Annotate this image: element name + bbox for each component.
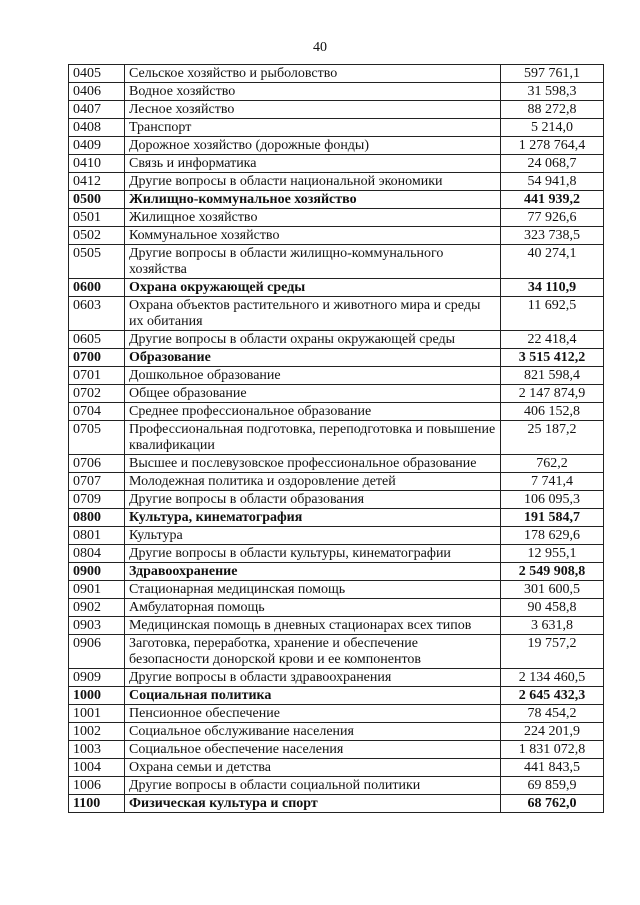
table-row [69, 65, 604, 83]
row-code: 0706 [69, 455, 125, 473]
row-name: Молодежная политика и оздоровление детей [125, 473, 501, 491]
row-code: 0407 [69, 101, 125, 119]
row-name: Другие вопросы в области образования [125, 491, 501, 509]
row-code: 0701 [69, 367, 125, 385]
budget-table [68, 64, 604, 813]
row-amount: 11 692,5 [501, 297, 604, 331]
table-row [69, 421, 604, 455]
table-row [69, 297, 604, 331]
row-code: 1004 [69, 759, 125, 777]
row-code: 0603 [69, 297, 125, 331]
row-code: 0700 [69, 349, 125, 367]
row-amount: 54 941,8 [501, 173, 604, 191]
row-code: 0900 [69, 563, 125, 581]
row-name: Другие вопросы в области охраны окружающей среды [125, 331, 501, 349]
row-name: Другие вопросы в области национальной экономики [125, 173, 501, 191]
row-code: 0501 [69, 209, 125, 227]
row-amount: 19 757,2 [501, 635, 604, 669]
budget-table-body [69, 65, 604, 813]
row-name: Лесное хозяйство [125, 101, 501, 119]
table-row [69, 173, 604, 191]
table-row [69, 687, 604, 705]
table-row [69, 155, 604, 173]
row-amount: 323 738,5 [501, 227, 604, 245]
table-row [69, 209, 604, 227]
row-amount: 69 859,9 [501, 777, 604, 795]
row-name: Другие вопросы в области жилищно-коммунального хозяйства [125, 245, 501, 279]
table-row [69, 599, 604, 617]
row-code: 0502 [69, 227, 125, 245]
row-code: 0800 [69, 509, 125, 527]
table-row [69, 455, 604, 473]
table-row [69, 83, 604, 101]
table-row [69, 527, 604, 545]
row-amount: 406 152,8 [501, 403, 604, 421]
row-name: Социальное обеспечение населения [125, 741, 501, 759]
row-name: Транспорт [125, 119, 501, 137]
table-row [69, 367, 604, 385]
row-code: 0409 [69, 137, 125, 155]
table-row [69, 563, 604, 581]
row-amount: 2 549 908,8 [501, 563, 604, 581]
row-name: Профессиональная подготовка, переподготовка и повышение квалификации [125, 421, 501, 455]
row-amount: 90 458,8 [501, 599, 604, 617]
row-name: Коммунальное хозяйство [125, 227, 501, 245]
row-name: Среднее профессиональное образование [125, 403, 501, 421]
row-name: Водное хозяйство [125, 83, 501, 101]
row-amount: 762,2 [501, 455, 604, 473]
row-name: Здравоохранение [125, 563, 501, 581]
row-code: 0500 [69, 191, 125, 209]
table-row [69, 581, 604, 599]
table-row [69, 509, 604, 527]
row-amount: 25 187,2 [501, 421, 604, 455]
row-amount: 12 955,1 [501, 545, 604, 563]
row-name: Другие вопросы в области здравоохранения [125, 669, 501, 687]
row-name: Охрана окружающей среды [125, 279, 501, 297]
table-row [69, 545, 604, 563]
row-name: Культура, кинематография [125, 509, 501, 527]
row-amount: 191 584,7 [501, 509, 604, 527]
row-code: 0903 [69, 617, 125, 635]
row-name: Медицинская помощь в дневных стационарах всех типов [125, 617, 501, 635]
row-name: Жилищно-коммунальное хозяйство [125, 191, 501, 209]
row-amount: 22 418,4 [501, 331, 604, 349]
row-name: Сельское хозяйство и рыболовство [125, 65, 501, 83]
row-code: 1003 [69, 741, 125, 759]
row-amount: 441 939,2 [501, 191, 604, 209]
row-code: 0704 [69, 403, 125, 421]
row-amount: 31 598,3 [501, 83, 604, 101]
table-row [69, 795, 604, 813]
row-code: 0709 [69, 491, 125, 509]
row-code: 1000 [69, 687, 125, 705]
row-code: 1002 [69, 723, 125, 741]
row-code: 0600 [69, 279, 125, 297]
row-amount: 597 761,1 [501, 65, 604, 83]
row-amount: 78 454,2 [501, 705, 604, 723]
table-row [69, 403, 604, 421]
row-amount: 178 629,6 [501, 527, 604, 545]
table-row [69, 349, 604, 367]
page-number: 40 [313, 40, 327, 55]
row-amount: 3 631,8 [501, 617, 604, 635]
row-name: Общее образование [125, 385, 501, 403]
row-code: 0801 [69, 527, 125, 545]
table-row [69, 245, 604, 279]
row-code: 0605 [69, 331, 125, 349]
row-code: 0707 [69, 473, 125, 491]
row-amount: 68 762,0 [501, 795, 604, 813]
row-amount: 5 214,0 [501, 119, 604, 137]
table-row [69, 137, 604, 155]
table-row [69, 191, 604, 209]
row-code: 0410 [69, 155, 125, 173]
row-name: Дорожное хозяйство (дорожные фонды) [125, 137, 501, 155]
row-amount: 3 515 412,2 [501, 349, 604, 367]
table-row [69, 705, 604, 723]
row-amount: 106 095,3 [501, 491, 604, 509]
row-code: 0412 [69, 173, 125, 191]
row-name: Высшее и послевузовское профессиональное образование [125, 455, 501, 473]
row-code: 1006 [69, 777, 125, 795]
row-amount: 2 134 460,5 [501, 669, 604, 687]
row-name: Культура [125, 527, 501, 545]
row-name: Амбулаторная помощь [125, 599, 501, 617]
table-row [69, 635, 604, 669]
row-name: Охрана объектов растительного и животного мира и среды их обитания [125, 297, 501, 331]
table-row [69, 473, 604, 491]
table-row [69, 227, 604, 245]
row-name: Другие вопросы в области культуры, кинематографии [125, 545, 501, 563]
row-name: Пенсионное обеспечение [125, 705, 501, 723]
table-row [69, 331, 604, 349]
table-row [69, 669, 604, 687]
row-amount: 224 201,9 [501, 723, 604, 741]
table-row [69, 119, 604, 137]
row-amount: 2 147 874,9 [501, 385, 604, 403]
row-code: 0901 [69, 581, 125, 599]
row-amount: 7 741,4 [501, 473, 604, 491]
row-name: Социальная политика [125, 687, 501, 705]
row-amount: 77 926,6 [501, 209, 604, 227]
row-name: Связь и информатика [125, 155, 501, 173]
row-name: Заготовка, переработка, хранение и обеспечение безопасности донорской крови и ее компонентов [125, 635, 501, 669]
row-name: Другие вопросы в области социальной политики [125, 777, 501, 795]
row-amount: 1 831 072,8 [501, 741, 604, 759]
row-code: 0906 [69, 635, 125, 669]
row-code: 0405 [69, 65, 125, 83]
table-row [69, 759, 604, 777]
row-amount: 24 068,7 [501, 155, 604, 173]
row-name: Образование [125, 349, 501, 367]
row-name: Стационарная медицинская помощь [125, 581, 501, 599]
table-row [69, 723, 604, 741]
row-code: 0804 [69, 545, 125, 563]
row-amount: 2 645 432,3 [501, 687, 604, 705]
row-amount: 40 274,1 [501, 245, 604, 279]
row-amount: 34 110,9 [501, 279, 604, 297]
row-name: Физическая культура и спорт [125, 795, 501, 813]
row-code: 1100 [69, 795, 125, 813]
row-amount: 821 598,4 [501, 367, 604, 385]
row-code: 0702 [69, 385, 125, 403]
row-code: 0902 [69, 599, 125, 617]
row-code: 0705 [69, 421, 125, 455]
row-code: 0406 [69, 83, 125, 101]
row-amount: 441 843,5 [501, 759, 604, 777]
row-name: Жилищное хозяйство [125, 209, 501, 227]
row-name: Социальное обслуживание населения [125, 723, 501, 741]
row-code: 0408 [69, 119, 125, 137]
table-row [69, 491, 604, 509]
row-name: Дошкольное образование [125, 367, 501, 385]
row-code: 0909 [69, 669, 125, 687]
row-amount: 1 278 764,4 [501, 137, 604, 155]
table-row [69, 385, 604, 403]
table-row [69, 279, 604, 297]
row-amount: 88 272,8 [501, 101, 604, 119]
table-row [69, 617, 604, 635]
table-row [69, 101, 604, 119]
table-row [69, 741, 604, 759]
row-code: 0505 [69, 245, 125, 279]
row-amount: 301 600,5 [501, 581, 604, 599]
row-name: Охрана семьи и детства [125, 759, 501, 777]
table-row [69, 777, 604, 795]
row-code: 1001 [69, 705, 125, 723]
